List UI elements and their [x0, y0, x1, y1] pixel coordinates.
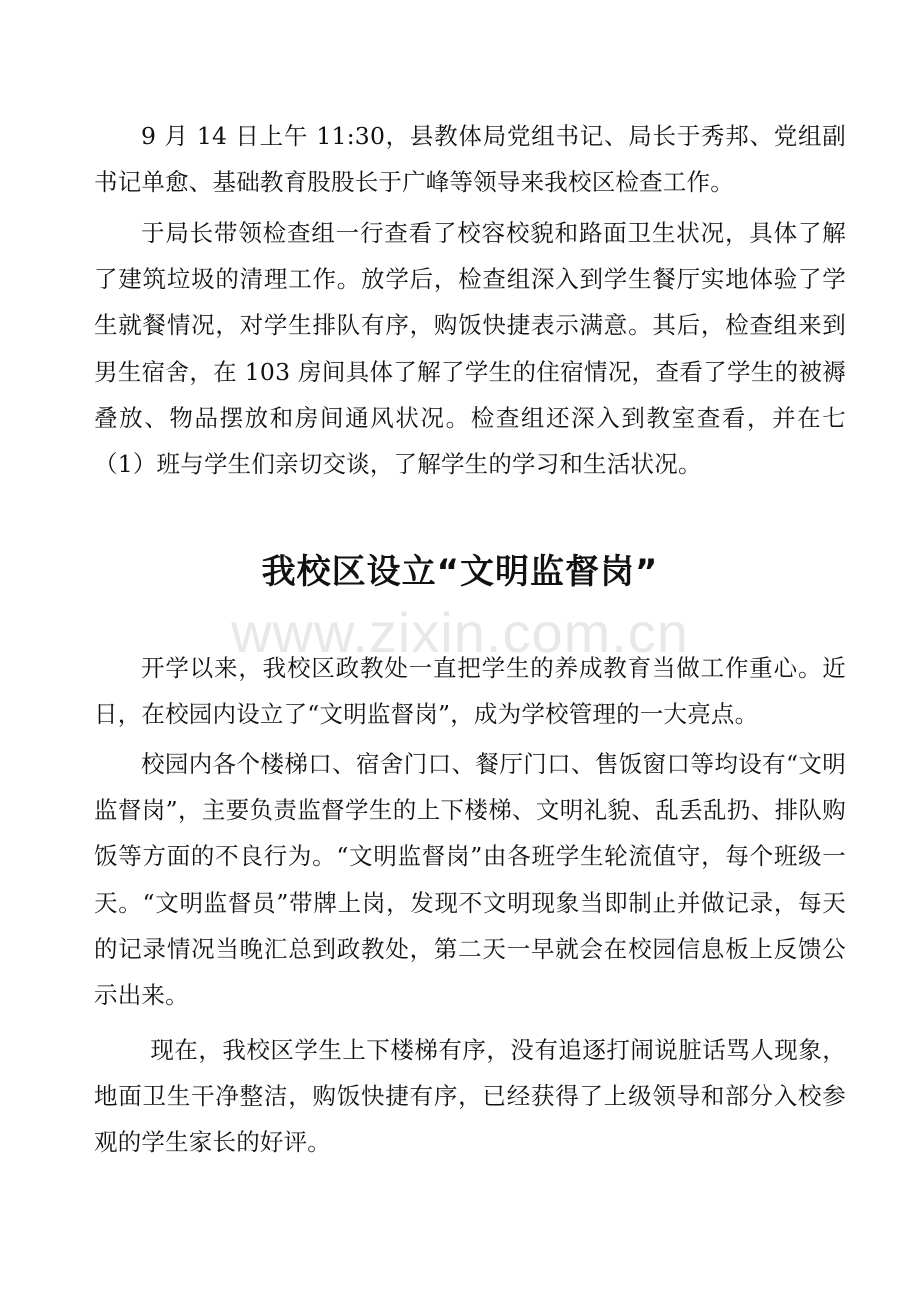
- paragraph-inspection-visit: 9 月 14 日上午 11:30，县教体局党组书记、局长于秀邦、党组副书记单愈、基础教育股股长于广峰等领导来我校区检查工作。: [94, 122, 846, 197]
- paragraph-supervision-posts: 校园内各个楼梯口、宿舍门口、餐厅门口、售饭窗口等均设有“文明监督岗”，主要负责监督学生的上下楼梯、文明礼貌、乱丢乱扔、排队购饭等方面的不良行为。“文明监督岗”由各班学生轮流值守，每个班级一天。“文明监督员”带牌上岗，发现不文明现象当即制止并做记录，每天的记录情况当晚汇总到政教处，第二天一早就会在校园信息板上反馈公示出来。: [94, 750, 846, 1010]
- paragraph-inspection-details: 于局长带领检查组一行查看了校容校貌和路面卫生状况，具体了解了建筑垃圾的清理工作。放学后，检查组深入到学生餐厅实地体验了学生就餐情况，对学生排队有序，购饭快捷表示满意。其后，检查组来到男生宿舍，在 103 房间具体了解了学生的住宿情况，查看了学生的被褥叠放、物品摆放和房间通风状况。检查组还深入到教室查看，并在七（1）班与学生们亲切交谈，了解学生的学习和生活状况。: [94, 219, 846, 479]
- watermark: www.zixin.com.cn: [231, 601, 689, 664]
- section-title: 我校区设立“文明监督岗”: [261, 552, 659, 592]
- paragraph-intro: 开学以来，我校区政教处一直把学生的养成教育当做工作重心。近日，在校园内设立了“文明监督岗”，成为学校管理的一大亮点。: [94, 654, 846, 729]
- paragraph-results: 现在，我校区学生上下楼梯有序，没有追逐打闹说脏话骂人现象，地面卫生干净整洁，购饭快捷有序，已经获得了上级领导和部分入校参观的学生家长的好评。: [94, 1036, 846, 1157]
